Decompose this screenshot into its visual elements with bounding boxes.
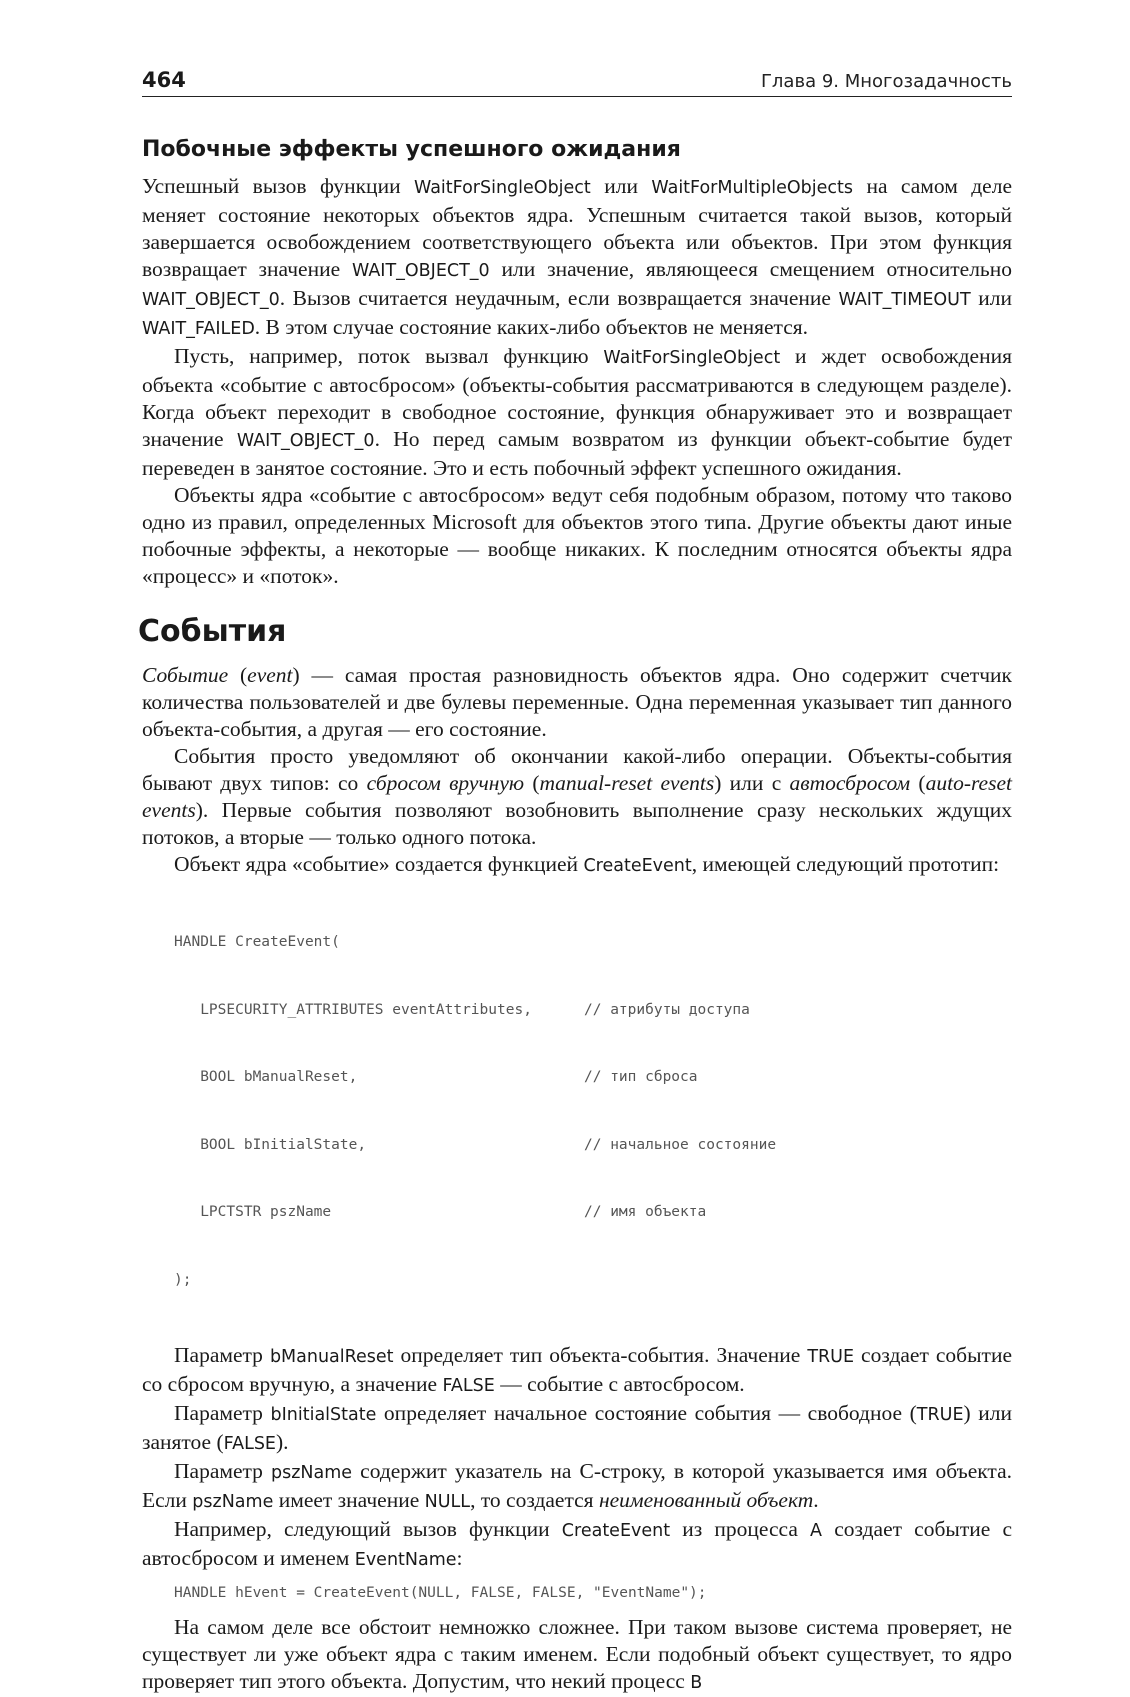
paragraph: Пусть, например, поток вызвал функцию WaitForSingleObject и ждет освобождения объекта «событие с автосбросом» (объекты-события рассматриваются в следующем разделе). Когда объект переходит в свободное состояние, функция обнаруживает это и возвращает значение WAIT_OBJECT_0. Но перед самым возвратом из функции объект-событие будет переведен в занятое состояние. Это и есть побочный эффект успешного ожидания. — [142, 344, 1012, 480]
page — [138, 58, 1013, 1697]
section-heading-side-effects: Побочные эффекты успешного ожидания — [142, 137, 681, 162]
paragraph: Объекты ядра «событие с автосбросом» ведут себя подобным образом, потому что таково одно из правил, определенных Microsoft для объектов этого типа. Другие объекты дают иные побочные эффекты, а некоторые — вообще никаких. К последним относятся объекты ядра «процесс» и «поток». — [142, 483, 1012, 588]
code-line: ); — [174, 1271, 192, 1288]
code-line: BOOL bInitialState, // начальное состояние — [174, 1136, 777, 1153]
running-head — [142, 58, 1012, 97]
paragraph: События просто уведомляют об окончании какой-либо операции. Объекты-события бывают двух типов: со сбросом вручную (manual-reset events) или с автосбросом (auto-reset events). Первые события позволяют возобновить выполнение сразу нескольких ждущих потоков, а вторые — только одного потока. — [142, 744, 1012, 849]
code-line: HANDLE CreateEvent( — [174, 934, 340, 950]
paragraph: Например, следующий вызов функции CreateEvent из процесса A создает событие с автосбросом и именем EventName: — [142, 1517, 1012, 1570]
paragraph: На самом деле все обстоит немножко сложнее. При таком вызове система проверяет, не существует ли уже объект ядра с таким именем. Если подобный объект существует, то ядро проверяет тип этого объекта. Допустим, что некий процесс B — [142, 1615, 1012, 1693]
section-heading-events: События — [138, 614, 287, 649]
paragraph: Событие (event) — самая простая разновидность объектов ядра. Оно содержит счетчик количества пользователей и две булевы переменные. Одна переменная указывает тип данного объекта-события, а другая — его состояние. — [142, 663, 1012, 741]
paragraph: Параметр bManualReset определяет тип объекта-события. Значение TRUE создает событие со сбросом вручную, а значение FALSE — событие с автосбросом. — [142, 1343, 1012, 1396]
code-line: BOOL bManualReset, // тип сброса — [174, 1069, 698, 1085]
paragraph: Параметр pszName содержит указатель на C-строку, в которой указывается имя объекта. Если pszName имеет значение NULL, то создается неименованный объект. — [142, 1459, 1012, 1512]
code-line-create-event-call: HANDLE hEvent = CreateEvent(NULL, FALSE, FALSE, "EventName"); — [174, 1585, 707, 1601]
code-line: LPCTSTR pszName // имя объекта — [174, 1204, 707, 1220]
code-line: LPSECURITY_ATTRIBUTES eventAttributes, // атрибуты доступа — [174, 1001, 750, 1018]
paragraph: Объект ядра «событие» создается функцией CreateEvent, имеющей следующий прототип: — [174, 852, 1000, 876]
chapter-title: Глава 9. Многозадачность — [760, 71, 1012, 92]
paragraph: Параметр bInitialState определяет начальное состояние события — свободное (TRUE) или занятое (FALSE). — [142, 1401, 1012, 1454]
paragraph: Успешный вызов функции WaitForSingleObject или WaitForMultipleObjects на самом деле меняет состояние некоторых объектов ядра. Успешным считается такой вызов, который завершается освобождением соответствующего объекта или объектов. При этом функция возвращает значение WAIT_OBJECT_0 или значение, являющееся смещением относительно WAIT_OBJECT_0. Вызов считается неудачным, если возвращается значение WAIT_TIMEOUT или WAIT_FAILED. В этом случае состояние каких-либо объектов не меняется. — [142, 174, 1013, 339]
code-block-create-event — [174, 886, 1012, 1336]
page-number: 464 — [142, 68, 186, 92]
